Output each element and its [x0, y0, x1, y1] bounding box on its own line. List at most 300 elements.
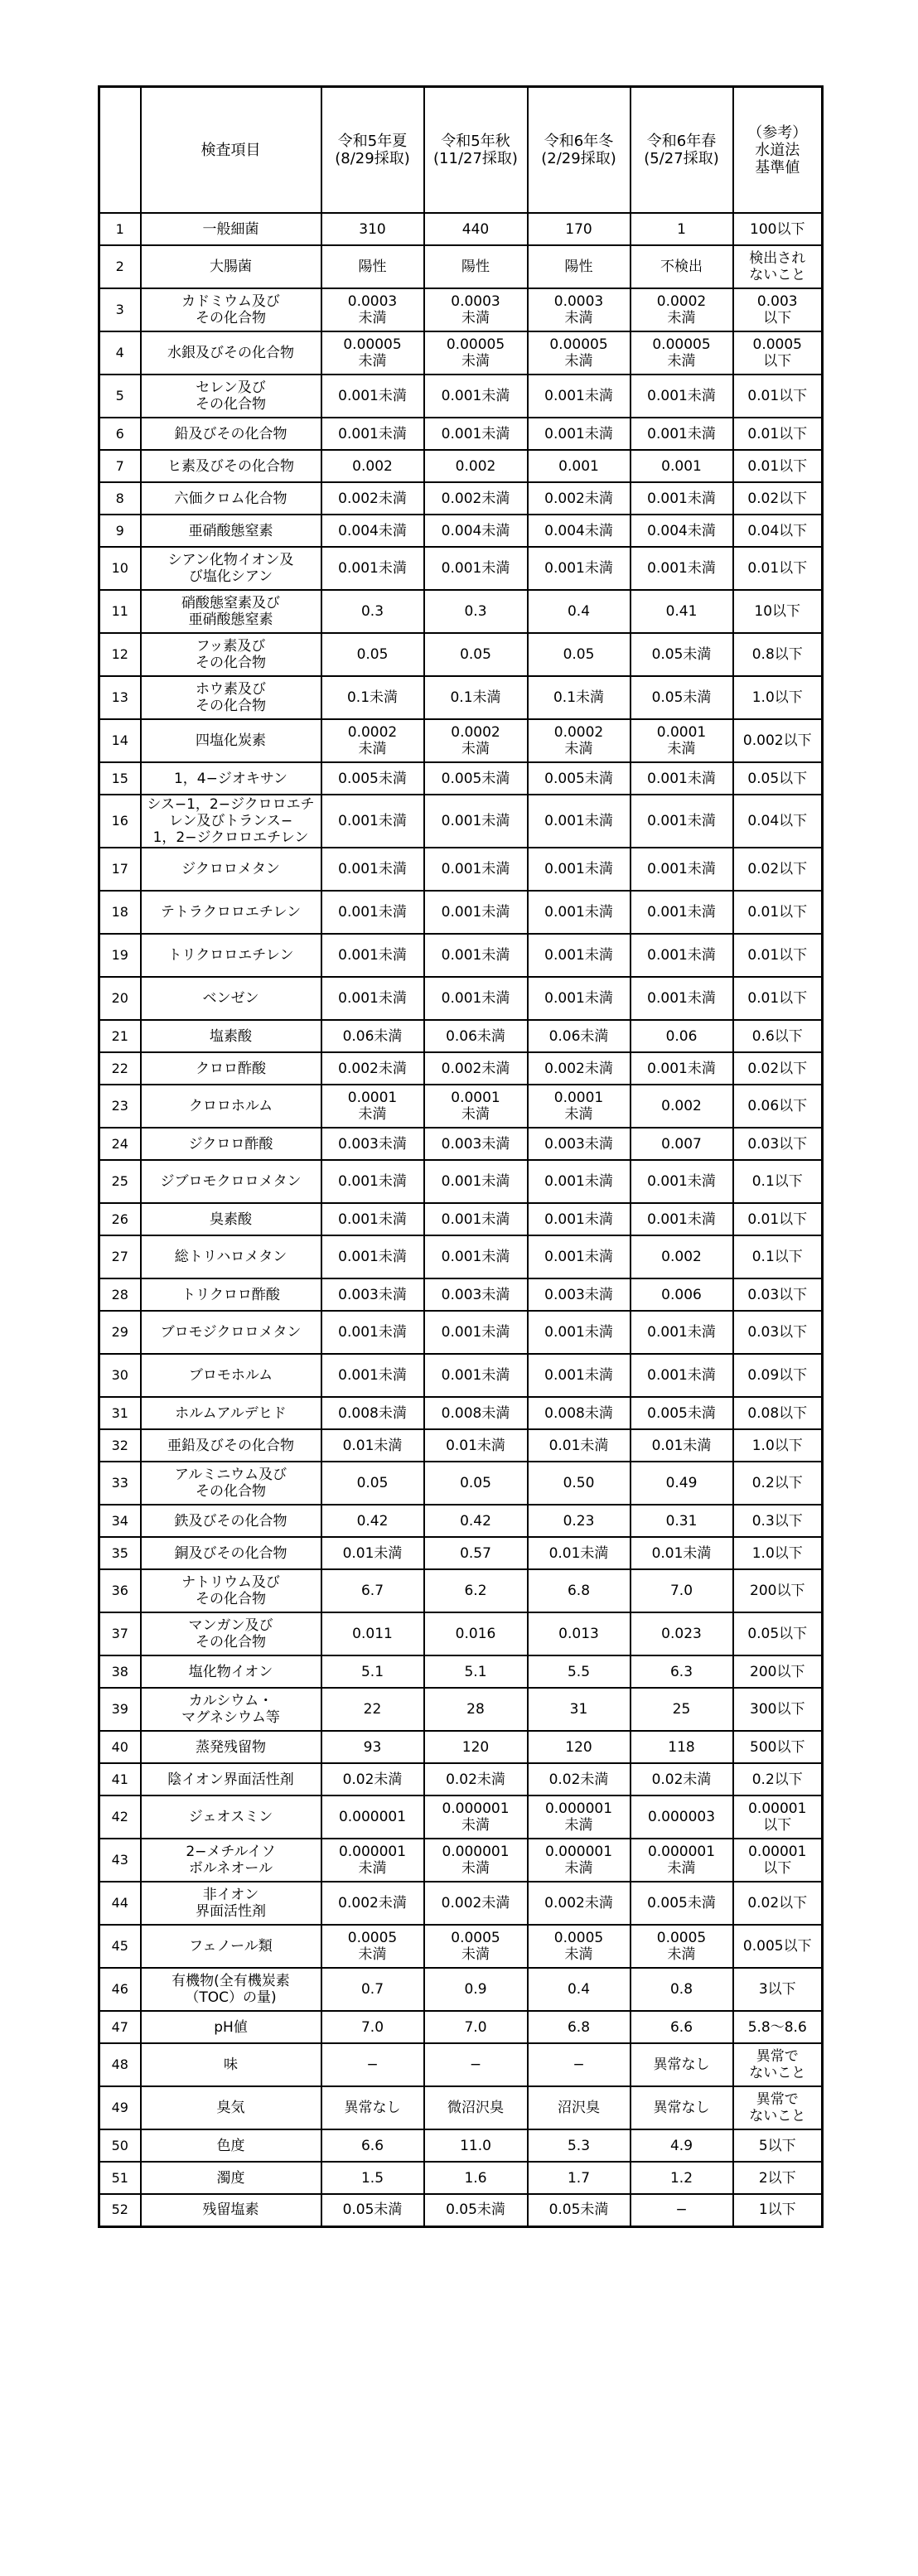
row-item-name: 残留塩素: [141, 2194, 321, 2226]
row-value-period-1: 0.05: [321, 633, 424, 676]
row-reference-standard: 3以下: [733, 1968, 823, 2011]
row-value-period-4: 0.001未満: [631, 1160, 733, 1203]
row-value-period-1: 0.000001 未満: [321, 1839, 424, 1882]
row-value-period-4: 0.001未満: [631, 1311, 733, 1354]
table-row: [99, 1085, 823, 1128]
row-value-period-2: 0.001未満: [424, 418, 528, 450]
row-number: 20: [99, 977, 141, 1020]
row-item-name: フェノール類: [141, 1925, 321, 1968]
row-value-period-3: 0.06未満: [528, 1020, 631, 1052]
row-reference-standard: 0.0005 以下: [733, 331, 823, 375]
row-value-period-2: 0.57: [424, 1537, 528, 1569]
row-number: 1: [99, 213, 141, 245]
row-value-period-2: 5.1: [424, 1655, 528, 1688]
row-value-period-2: 0.0005 未満: [424, 1925, 528, 1968]
row-item-name: 硝酸態窒素及び 亜硝酸態窒素: [141, 590, 321, 633]
row-number: 24: [99, 1128, 141, 1160]
row-number: 27: [99, 1235, 141, 1278]
row-value-period-2: 0.05未満: [424, 2194, 528, 2226]
row-number: 50: [99, 2129, 141, 2162]
row-reference-standard: 0.00001 以下: [733, 1795, 823, 1839]
row-value-period-1: 0.001未満: [321, 375, 424, 418]
row-item-name: ジブロモクロロメタン: [141, 1160, 321, 1203]
table-row: [99, 450, 823, 482]
row-reference-standard: 0.02以下: [733, 1052, 823, 1085]
row-item-name: 味: [141, 2043, 321, 2086]
row-value-period-2: 440: [424, 213, 528, 245]
row-value-period-1: 93: [321, 1731, 424, 1763]
row-item-name: クロロホルム: [141, 1085, 321, 1128]
row-value-period-2: 0.1未満: [424, 676, 528, 719]
row-value-period-3: 沼沢臭: [528, 2086, 631, 2129]
row-value-period-3: 6.8: [528, 2011, 631, 2043]
row-number: 11: [99, 590, 141, 633]
row-value-period-1: 0.005未満: [321, 762, 424, 795]
row-reference-standard: 2以下: [733, 2162, 823, 2194]
row-value-period-1: 22: [321, 1688, 424, 1731]
row-value-period-2: 微沼沢臭: [424, 2086, 528, 2129]
row-value-period-2: 0.001未満: [424, 891, 528, 934]
row-value-period-4: 0.01未満: [631, 1429, 733, 1462]
row-value-period-3: 0.0005 未満: [528, 1925, 631, 1968]
row-number: 46: [99, 1968, 141, 2011]
table-row: [99, 2043, 823, 2086]
row-reference-standard: 200以下: [733, 1655, 823, 1688]
row-value-period-4: 0.0002 未満: [631, 288, 733, 331]
table-row: [99, 1731, 823, 1763]
row-value-period-2: 0.001未満: [424, 547, 528, 590]
row-item-name: 銅及びその化合物: [141, 1537, 321, 1569]
row-item-name: ホウ素及び その化合物: [141, 676, 321, 719]
row-value-period-4: 0.02未満: [631, 1763, 733, 1795]
table-row: [99, 515, 823, 547]
row-item-name: マンガン及び その化合物: [141, 1612, 321, 1655]
row-value-period-2: 0.002未満: [424, 482, 528, 515]
row-reference-standard: 0.06以下: [733, 1085, 823, 1128]
row-value-period-2: 0.005未満: [424, 762, 528, 795]
row-value-period-1: 0.06未満: [321, 1020, 424, 1052]
row-number: 8: [99, 482, 141, 515]
row-value-period-1: 0.001未満: [321, 547, 424, 590]
row-item-name: 大腸菌: [141, 245, 321, 288]
row-value-period-3: 0.005未満: [528, 762, 631, 795]
row-item-name: pH値: [141, 2011, 321, 2043]
row-value-period-1: 0.001未満: [321, 891, 424, 934]
row-value-period-2: 0.0001 未満: [424, 1085, 528, 1128]
row-item-name: 塩化物イオン: [141, 1655, 321, 1688]
row-value-period-3: 0.50: [528, 1462, 631, 1505]
row-value-period-2: 120: [424, 1731, 528, 1763]
row-value-period-4: 異常なし: [631, 2086, 733, 2129]
row-item-name: ヒ素及びその化合物: [141, 450, 321, 482]
row-value-period-3: 0.4: [528, 590, 631, 633]
row-item-name: 四塩化炭素: [141, 719, 321, 762]
row-value-period-4: 0.001未満: [631, 934, 733, 977]
row-number: 29: [99, 1311, 141, 1354]
row-reference-standard: 0.005以下: [733, 1925, 823, 1968]
row-item-name: 2−メチルイソ ボルネオール: [141, 1839, 321, 1882]
row-value-period-1: 5.1: [321, 1655, 424, 1688]
table-row: [99, 1128, 823, 1160]
row-number: 39: [99, 1688, 141, 1731]
row-reference-standard: 0.6以下: [733, 1020, 823, 1052]
table-row: [99, 848, 823, 891]
row-value-period-1: 0.0003 未満: [321, 288, 424, 331]
row-value-period-3: 31: [528, 1688, 631, 1731]
header-item: 検査項目: [141, 87, 321, 214]
row-value-period-4: 0.001未満: [631, 1052, 733, 1085]
table-row: [99, 2011, 823, 2043]
row-item-name: トリクロロ酢酸: [141, 1278, 321, 1311]
row-reference-standard: 0.02以下: [733, 848, 823, 891]
row-reference-standard: 0.09以下: [733, 1354, 823, 1397]
row-item-name: シアン化物イオン及 び塩化シアン: [141, 547, 321, 590]
row-value-period-3: 120: [528, 1731, 631, 1763]
row-value-period-1: 0.001未満: [321, 795, 424, 848]
row-value-period-2: 0.9: [424, 1968, 528, 2011]
row-number: 34: [99, 1505, 141, 1537]
row-value-period-4: 0.000003: [631, 1795, 733, 1839]
row-value-period-1: 6.6: [321, 2129, 424, 2162]
row-item-name: ジクロロ酢酸: [141, 1128, 321, 1160]
row-value-period-2: 0.003未満: [424, 1128, 528, 1160]
row-item-name: 蒸発残留物: [141, 1731, 321, 1763]
row-number: 21: [99, 1020, 141, 1052]
row-reference-standard: 異常で ないこと: [733, 2086, 823, 2129]
row-item-name: 陰イオン界面活性剤: [141, 1763, 321, 1795]
row-value-period-3: 0.02未満: [528, 1763, 631, 1795]
row-reference-standard: 5以下: [733, 2129, 823, 2162]
row-item-name: クロロ酢酸: [141, 1052, 321, 1085]
row-item-name: 臭素酸: [141, 1203, 321, 1235]
row-value-period-3: 0.01未満: [528, 1429, 631, 1462]
row-number: 28: [99, 1278, 141, 1311]
row-value-period-3: 0.0002 未満: [528, 719, 631, 762]
row-value-period-4: 0.001未満: [631, 418, 733, 450]
row-value-period-2: 7.0: [424, 2011, 528, 2043]
row-reference-standard: 0.01以下: [733, 977, 823, 1020]
table-row: [99, 1278, 823, 1311]
row-value-period-4: 4.9: [631, 2129, 733, 2162]
row-reference-standard: 0.03以下: [733, 1311, 823, 1354]
row-value-period-3: 0.001未満: [528, 1203, 631, 1235]
row-item-name: シス−1，2−ジクロロエチ レン及びトランス− 1，2−ジクロロエチレン: [141, 795, 321, 848]
table-row: [99, 977, 823, 1020]
row-value-period-2: 6.2: [424, 1569, 528, 1612]
table-row: [99, 1882, 823, 1925]
water-quality-table-container: [98, 85, 824, 2228]
row-number: 45: [99, 1925, 141, 1968]
row-reference-standard: 0.02以下: [733, 1882, 823, 1925]
row-value-period-3: 0.008未満: [528, 1397, 631, 1429]
row-number: 43: [99, 1839, 141, 1882]
row-value-period-1: 0.004未満: [321, 515, 424, 547]
row-value-period-3: 0.000001 未満: [528, 1795, 631, 1839]
row-value-period-3: 0.003未満: [528, 1278, 631, 1311]
row-reference-standard: 300以下: [733, 1688, 823, 1731]
row-value-period-1: 0.7: [321, 1968, 424, 2011]
row-number: 16: [99, 795, 141, 848]
row-value-period-3: 0.001未満: [528, 934, 631, 977]
row-value-period-4: 0.001未満: [631, 762, 733, 795]
table-row: [99, 1763, 823, 1795]
row-value-period-1: 1.5: [321, 2162, 424, 2194]
row-value-period-4: 25: [631, 1688, 733, 1731]
row-value-period-4: 0.06: [631, 1020, 733, 1052]
row-value-period-3: 0.000001 未満: [528, 1839, 631, 1882]
row-item-name: 濁度: [141, 2162, 321, 2194]
row-item-name: 臭気: [141, 2086, 321, 2129]
table-row: [99, 1839, 823, 1882]
row-value-period-3: 170: [528, 213, 631, 245]
table-row: [99, 2086, 823, 2129]
row-number: 36: [99, 1569, 141, 1612]
row-value-period-4: 0.001未満: [631, 482, 733, 515]
row-value-period-4: 0.004未満: [631, 515, 733, 547]
row-value-period-2: 0.00005 未満: [424, 331, 528, 375]
table-row: [99, 676, 823, 719]
row-value-period-3: 0.0001 未満: [528, 1085, 631, 1128]
row-value-period-2: 0.001未満: [424, 977, 528, 1020]
row-item-name: 1，4−ジオキサン: [141, 762, 321, 795]
row-item-name: トリクロロエチレン: [141, 934, 321, 977]
row-value-period-2: 陽性: [424, 245, 528, 288]
row-number: 15: [99, 762, 141, 795]
row-item-name: 鉄及びその化合物: [141, 1505, 321, 1537]
row-value-period-1: 0.02未満: [321, 1763, 424, 1795]
row-value-period-1: 0.002未満: [321, 482, 424, 515]
row-value-period-1: 0.002未満: [321, 1882, 424, 1925]
table-row: [99, 1688, 823, 1731]
row-value-period-4: −: [631, 2194, 733, 2226]
row-number: 51: [99, 2162, 141, 2194]
row-number: 17: [99, 848, 141, 891]
row-value-period-2: 0.002未満: [424, 1052, 528, 1085]
row-item-name: フッ素及び その化合物: [141, 633, 321, 676]
row-number: 44: [99, 1882, 141, 1925]
row-value-period-2: 0.001未満: [424, 934, 528, 977]
row-value-period-1: 0.001未満: [321, 418, 424, 450]
table-row: [99, 1052, 823, 1085]
row-value-period-3: 0.01未満: [528, 1537, 631, 1569]
row-value-period-2: 0.05: [424, 633, 528, 676]
row-value-period-3: 0.001未満: [528, 848, 631, 891]
row-reference-standard: 0.02以下: [733, 482, 823, 515]
row-reference-standard: 0.002以下: [733, 719, 823, 762]
table-row: [99, 1429, 823, 1462]
row-reference-standard: 0.08以下: [733, 1397, 823, 1429]
row-value-period-1: 0.001未満: [321, 1235, 424, 1278]
row-value-period-3: 5.5: [528, 1655, 631, 1688]
row-value-period-3: 0.001未満: [528, 891, 631, 934]
row-value-period-4: 0.01未満: [631, 1537, 733, 1569]
row-value-period-4: 0.8: [631, 1968, 733, 2011]
row-value-period-1: 0.002未満: [321, 1052, 424, 1085]
row-number: 14: [99, 719, 141, 762]
row-value-period-3: 0.001: [528, 450, 631, 482]
row-value-period-1: 0.001未満: [321, 1160, 424, 1203]
row-value-period-4: 0.007: [631, 1128, 733, 1160]
row-value-period-3: 6.8: [528, 1569, 631, 1612]
table-row: [99, 245, 823, 288]
row-value-period-3: −: [528, 2043, 631, 2086]
row-item-name: 総トリハロメタン: [141, 1235, 321, 1278]
row-reference-standard: 0.05以下: [733, 1612, 823, 1655]
row-value-period-4: 0.005未満: [631, 1882, 733, 1925]
table-row: [99, 1160, 823, 1203]
table-row: [99, 2162, 823, 2194]
row-reference-standard: 0.2以下: [733, 1763, 823, 1795]
row-value-period-3: 0.002未満: [528, 1882, 631, 1925]
row-value-period-4: 118: [631, 1731, 733, 1763]
row-reference-standard: 0.03以下: [733, 1278, 823, 1311]
table-row: [99, 795, 823, 848]
row-reference-standard: 0.03以下: [733, 1128, 823, 1160]
row-number: 47: [99, 2011, 141, 2043]
row-value-period-3: 0.00005 未満: [528, 331, 631, 375]
row-number: 10: [99, 547, 141, 590]
row-item-name: 亜鉛及びその化合物: [141, 1429, 321, 1462]
header-period-r5-summer: 令和5年夏 (8/29採取): [321, 87, 424, 214]
row-value-period-2: 0.001未満: [424, 1354, 528, 1397]
row-value-period-4: 0.05未満: [631, 676, 733, 719]
row-number: 2: [99, 245, 141, 288]
row-item-name: ブロモジクロロメタン: [141, 1311, 321, 1354]
row-value-period-3: 0.001未満: [528, 418, 631, 450]
row-value-period-3: 0.001未満: [528, 1160, 631, 1203]
row-item-name: ジェオスミン: [141, 1795, 321, 1839]
table-row: [99, 1655, 823, 1688]
table-row: [99, 1505, 823, 1537]
row-value-period-1: 0.008未満: [321, 1397, 424, 1429]
row-value-period-2: 0.42: [424, 1505, 528, 1537]
row-value-period-3: 0.001未満: [528, 1311, 631, 1354]
header-no: [99, 87, 141, 214]
row-item-name: 鉛及びその化合物: [141, 418, 321, 450]
row-value-period-2: 0.002未満: [424, 1882, 528, 1925]
row-number: 41: [99, 1763, 141, 1795]
table-row: [99, 2129, 823, 2162]
row-value-period-4: 0.005未満: [631, 1397, 733, 1429]
row-item-name: 塩素酸: [141, 1020, 321, 1052]
row-value-period-2: 0.06未満: [424, 1020, 528, 1052]
row-number: 38: [99, 1655, 141, 1688]
row-value-period-3: 0.0003 未満: [528, 288, 631, 331]
row-value-period-2: 0.05: [424, 1462, 528, 1505]
row-item-name: カルシウム・ マグネシウム等: [141, 1688, 321, 1731]
row-item-name: アルミニウム及び その化合物: [141, 1462, 321, 1505]
row-value-period-4: 0.001未満: [631, 848, 733, 891]
table-row: [99, 331, 823, 375]
table-row: [99, 633, 823, 676]
row-value-period-1: 0.001未満: [321, 848, 424, 891]
row-value-period-2: 1.6: [424, 2162, 528, 2194]
row-item-name: 亜硝酸態窒素: [141, 515, 321, 547]
row-reference-standard: 異常で ないこと: [733, 2043, 823, 2086]
table-row: [99, 1612, 823, 1655]
row-item-name: ジクロロメタン: [141, 848, 321, 891]
row-reference-standard: 0.1以下: [733, 1235, 823, 1278]
row-value-period-1: 0.003未満: [321, 1128, 424, 1160]
table-row: [99, 375, 823, 418]
row-value-period-4: 0.0005 未満: [631, 1925, 733, 1968]
row-value-period-2: 11.0: [424, 2129, 528, 2162]
row-reference-standard: 500以下: [733, 1731, 823, 1763]
row-value-period-3: 0.004未満: [528, 515, 631, 547]
table-row: [99, 1203, 823, 1235]
row-value-period-4: 0.00005 未満: [631, 331, 733, 375]
row-value-period-1: 0.42: [321, 1505, 424, 1537]
row-value-period-1: 0.05未満: [321, 2194, 424, 2226]
row-value-period-4: 1: [631, 213, 733, 245]
row-value-period-4: 0.41: [631, 590, 733, 633]
row-reference-standard: 1.0以下: [733, 1429, 823, 1462]
table-row: [99, 1462, 823, 1505]
row-value-period-2: 0.0003 未満: [424, 288, 528, 331]
row-value-period-4: 0.001未満: [631, 891, 733, 934]
row-value-period-1: 0.00005 未満: [321, 331, 424, 375]
row-value-period-2: 28: [424, 1688, 528, 1731]
row-value-period-1: 0.05: [321, 1462, 424, 1505]
row-number: 23: [99, 1085, 141, 1128]
table-row: [99, 418, 823, 450]
row-number: 18: [99, 891, 141, 934]
row-reference-standard: 0.01以下: [733, 450, 823, 482]
row-reference-standard: 0.01以下: [733, 375, 823, 418]
header-period-r6-winter: 令和6年冬 (2/29採取): [528, 87, 631, 214]
row-value-period-3: 陽性: [528, 245, 631, 288]
row-value-period-1: 0.01未満: [321, 1429, 424, 1462]
row-value-period-1: 0.003未満: [321, 1278, 424, 1311]
row-value-period-2: 0.0002 未満: [424, 719, 528, 762]
table-row: [99, 934, 823, 977]
row-reference-standard: 0.003 以下: [733, 288, 823, 331]
row-value-period-3: 0.001未満: [528, 1354, 631, 1397]
row-number: 30: [99, 1354, 141, 1397]
table-row: [99, 590, 823, 633]
row-number: 32: [99, 1429, 141, 1462]
row-value-period-3: 0.003未満: [528, 1128, 631, 1160]
row-value-period-4: 0.05未満: [631, 633, 733, 676]
table-row: [99, 482, 823, 515]
row-value-period-3: 0.013: [528, 1612, 631, 1655]
row-reference-standard: 0.2以下: [733, 1462, 823, 1505]
table-row: [99, 1925, 823, 1968]
row-number: 7: [99, 450, 141, 482]
row-value-period-3: 0.1未満: [528, 676, 631, 719]
row-number: 40: [99, 1731, 141, 1763]
row-value-period-4: 0.023: [631, 1612, 733, 1655]
row-reference-standard: 1.0以下: [733, 676, 823, 719]
row-value-period-2: 0.000001 未満: [424, 1839, 528, 1882]
row-value-period-2: 0.001未満: [424, 795, 528, 848]
table-row: [99, 719, 823, 762]
row-value-period-3: 5.3: [528, 2129, 631, 2162]
row-value-period-4: 0.002: [631, 1235, 733, 1278]
row-value-period-2: 0.001未満: [424, 375, 528, 418]
header-period-r6-spring: 令和6年春 (5/27採取): [631, 87, 733, 214]
row-number: 26: [99, 1203, 141, 1235]
row-number: 35: [99, 1537, 141, 1569]
row-value-period-2: 0.016: [424, 1612, 528, 1655]
row-value-period-1: 0.001未満: [321, 977, 424, 1020]
row-value-period-4: 1.2: [631, 2162, 733, 2194]
row-value-period-2: 0.01未満: [424, 1429, 528, 1462]
table-body: [99, 213, 823, 2226]
row-value-period-3: 0.05未満: [528, 2194, 631, 2226]
row-number: 6: [99, 418, 141, 450]
row-value-period-4: 0.001未満: [631, 1354, 733, 1397]
